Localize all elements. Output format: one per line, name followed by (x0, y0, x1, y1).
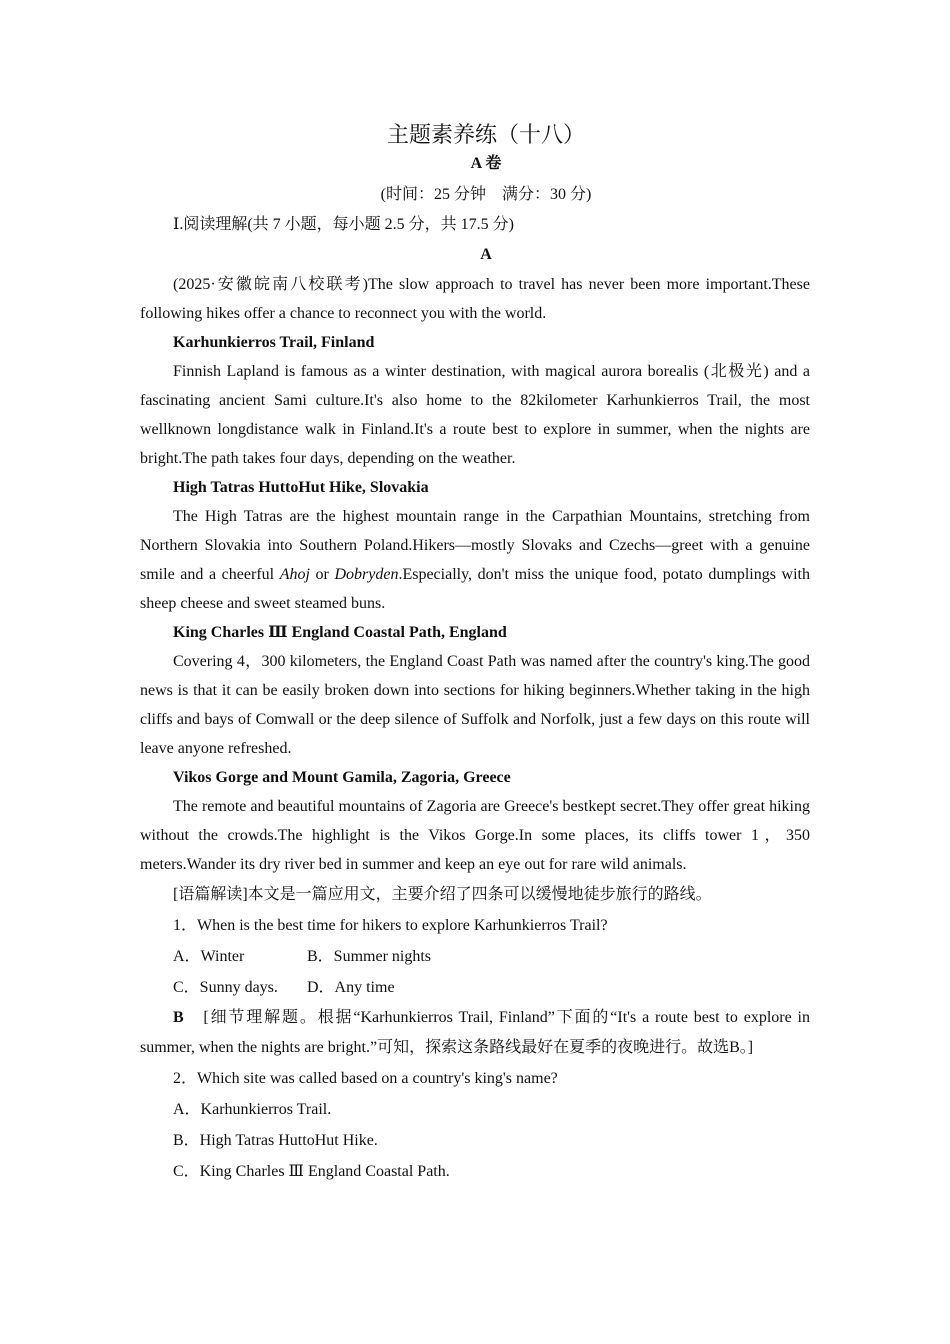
passage-intro: (2025·安徽皖南八校联考)The slow approach to travel has never been more important.These following hikes offer a chance to reconnect you with the world. (140, 276, 810, 322)
question-1-options-row-2 (140, 972, 810, 1003)
hike-title-2: High Tatras HuttoHut Hike, Slovakia (173, 479, 429, 496)
question-1-options-row-1 (140, 941, 810, 972)
question-1-option-d: D．Any time (307, 979, 395, 996)
greeting-ahoj: Ahoj (279, 566, 310, 583)
question-1-option-c: C．Sunny days. (173, 979, 278, 996)
question-2-stem: 2．Which site was called based on a country's king's name? (173, 1070, 558, 1087)
hike-text-3: Covering 4，300 kilometers, the England Coast Path was named after the country's king.The good news is that it can be easily broken down into sections for hiking beginners.Whether taking in the high cliffs and bays of Comwall or the deep silence of Suffolk and Norfolk, just a few days on this route will leave anyone refreshed. (140, 653, 810, 757)
hike-text-2-part2: or (309, 566, 335, 583)
question-1-answer-explanation: [细节理解题。根据“Karhunkierros Trail, Finland”下面的“It's a route best to explore in summer, when the nights are bright.”可知，探索这条路线最好在夏季的夜晚进行。故选B。] (140, 1009, 810, 1056)
passage-analysis: [语篇解读]本文是一篇应用文，主要介绍了四条可以缓慢地徒步旅行的路线。 (173, 886, 712, 903)
hike-title-3: King Charles Ⅲ England Coastal Path, England (173, 624, 507, 641)
question-2-option-c: C．King Charles Ⅲ England Coastal Path. (173, 1163, 450, 1180)
hike-text-2-part1: The High Tatras are the highest mountain range in the Carpathian Mountains, stretching from Northern Slovakia into Southern Poland.Hikers—mostly Slovaks and Czechs—greet with a genuine smile and a cheerful (140, 508, 810, 583)
hike-text-2-part3: .Especially, don't miss the unique food, potato dumplings with sheep cheese and sweet steamed buns. (140, 566, 810, 612)
question-1-answer-letter: B (173, 1009, 184, 1026)
time-score-info: (时间：25 分钟 满分：30 分) (380, 186, 592, 203)
document-page (140, 120, 810, 1187)
question-1-option-a: A．Winter (173, 948, 245, 965)
hike-text-2 (140, 502, 810, 618)
hike-text-4: The remote and beautiful mountains of Zagoria are Greece's bestkept secret.They offer great hiking without the crowds.The highlight is the Vikos Gorge.In some places, its cliffs tower 1，350 meters.Wander its dry river bed in summer and keep an eye out for rare wild animals. (140, 798, 810, 873)
question-2-option-b: B．High Tatras HuttoHut Hike. (173, 1132, 378, 1149)
passage-letter: A (480, 246, 492, 263)
section-heading: Ⅰ.阅读理解(共 7 小题，每小题 2.5 分，共 17.5 分) (173, 216, 514, 233)
greeting-dobryden: Dobryden (334, 566, 399, 583)
question-1-option-b: B．Summer nights (307, 948, 432, 965)
question-1-answer (140, 1003, 810, 1063)
question-2-option-a: A．Karhunkierros Trail. (173, 1101, 332, 1118)
volume-label: A 卷 (470, 155, 502, 172)
hike-title-1: Karhunkierros Trail, Finland (173, 334, 375, 351)
question-1-stem: 1．When is the best time for hikers to explore Karhunkierros Trail? (173, 917, 608, 934)
hike-title-4: Vikos Gorge and Mount Gamila, Zagoria, Greece (173, 769, 511, 786)
page-title: 主题素养练（十八） (386, 122, 585, 147)
hike-text-1: Finnish Lapland is famous as a winter destination, with magical aurora borealis (北极光) and a fascinating ancient Sami culture.It's also home to the 82kilometer Karhunkierros Trail, the most wellknown longdistance walk in Finland.It's a route best to explore in summer, when the nights are bright.The path takes four days, depending on the weather. (140, 363, 810, 467)
